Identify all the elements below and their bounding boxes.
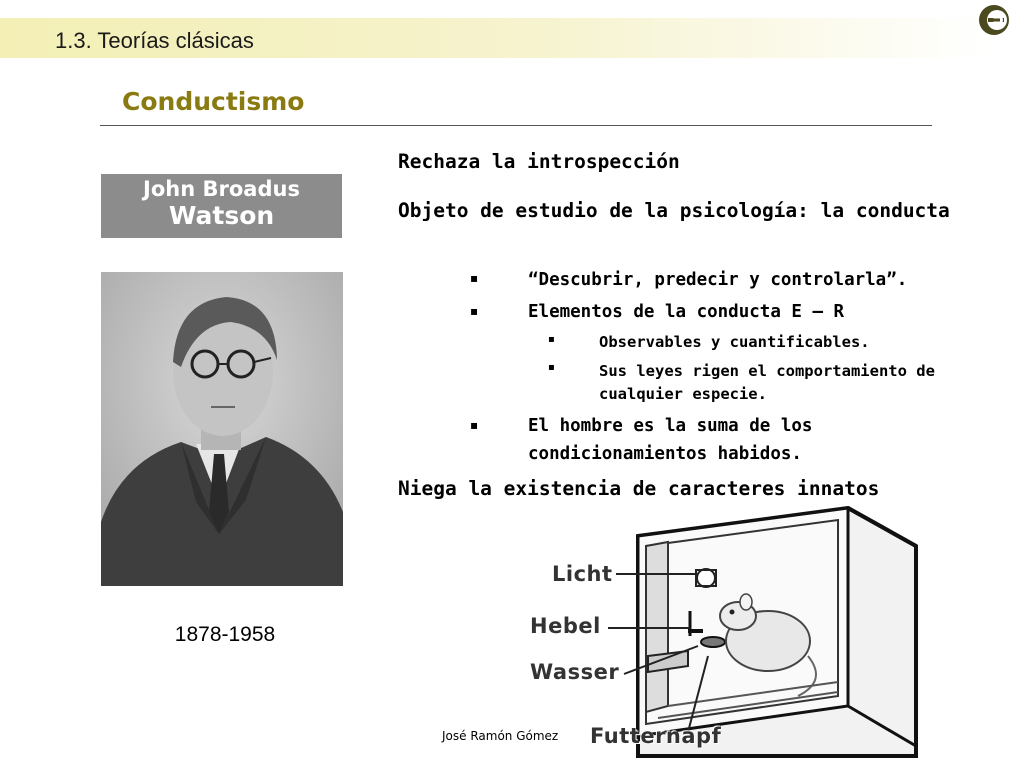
- skinner-box-diagram: [528, 506, 924, 758]
- title-divider: [100, 125, 932, 126]
- sub-laws-line2: cualquier especie.: [599, 385, 767, 403]
- life-years: 1878-1958: [174, 623, 276, 646]
- label-hebel: Hebel: [530, 614, 601, 638]
- sub-human-sum-line2: condicionamientos habidos.: [528, 444, 802, 464]
- bullet-icon: ▪: [470, 304, 479, 318]
- bullet-icon: ▪: [470, 418, 479, 432]
- name-last: Watson: [168, 201, 275, 230]
- sub-laws-line1: Sus leyes rigen el comportamiento de: [599, 362, 935, 380]
- point-object-of-study: Objeto de estudio de la psicología: la conducta: [398, 199, 950, 222]
- portrait-photo: [101, 272, 343, 586]
- sub-elements-er: Elementos de la conducta E – R: [528, 302, 845, 322]
- sub-human-sum-line1: El hombre es la suma de los: [528, 416, 813, 436]
- label-futternapf: Futternapf: [590, 724, 722, 748]
- bullet-icon: ▪: [470, 271, 479, 285]
- section-title: 1.3. Teorías clásicas: [55, 28, 254, 53]
- slide-title: Conductismo: [122, 87, 305, 116]
- sub-observable: Observables y cuantificables.: [599, 333, 870, 351]
- label-wasser: Wasser: [530, 660, 620, 684]
- name-first: John Broadus: [143, 177, 300, 201]
- sub-describe-predict: “Descubrir, predecir y controlarla”.: [528, 270, 908, 290]
- bullet-icon: ▪: [548, 334, 555, 345]
- author-credit: José Ramón Gómez: [442, 729, 559, 743]
- logo-icon: [976, 2, 1012, 38]
- point-introspection: Rechaza la introspección: [398, 150, 680, 173]
- point-innate: Niega la existencia de caracteres innatos: [398, 477, 880, 500]
- name-box: [101, 174, 342, 238]
- bullet-icon: ▪: [548, 362, 555, 373]
- label-licht: Licht: [552, 562, 613, 586]
